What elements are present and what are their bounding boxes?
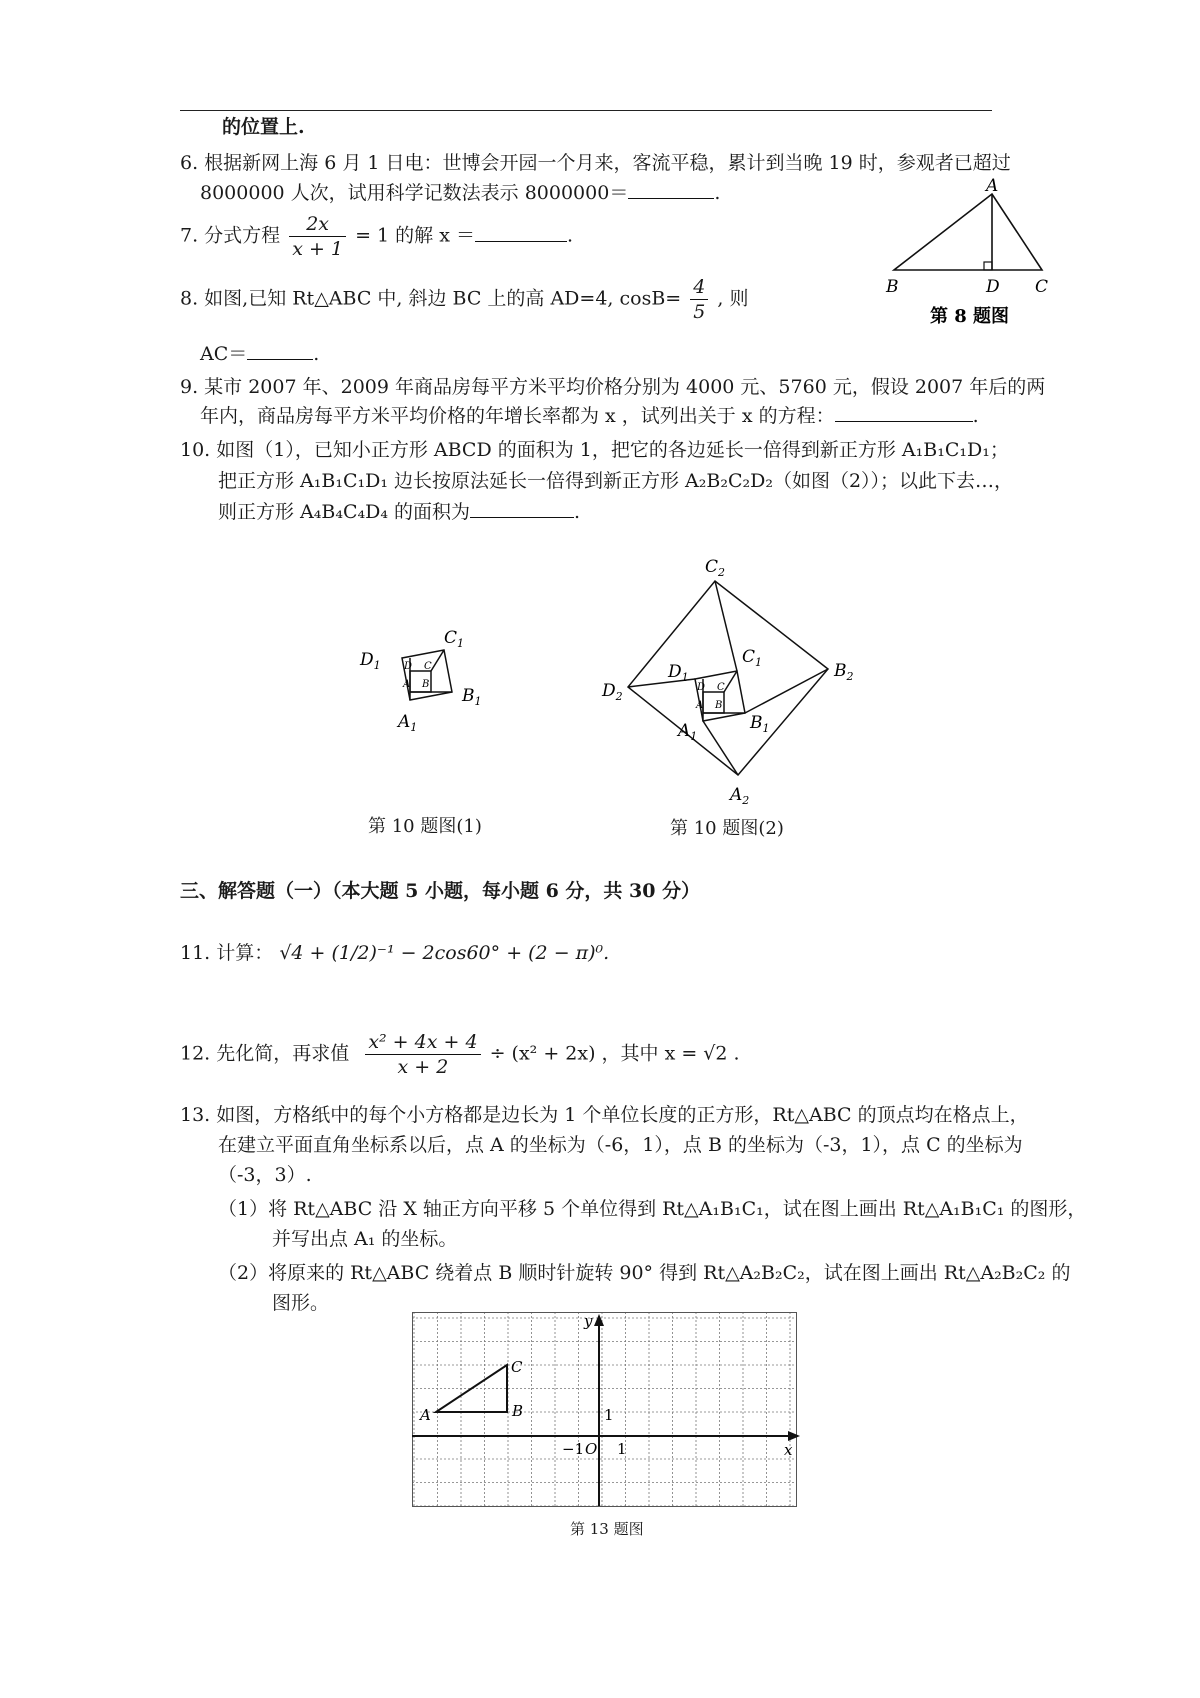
q13-grid-figure (412, 1312, 802, 1512)
q8-line2-text: AC＝ (200, 343, 248, 365)
q11 (180, 938, 609, 965)
q6-line1: 6. 根据新网上海 6 月 1 日电：世博会开园一个月来，客流平稳，累计到当晚 19 时，参观者已超过 (180, 152, 1011, 174)
q10-line3: 则正方形 A₄B₄C₄D₄ 的面积为 . (218, 501, 581, 523)
f1-label-d1: $D_1$ (360, 650, 381, 672)
f2-label-a2: $A_2$ (730, 785, 750, 807)
f2-label-d: D (697, 682, 706, 693)
q12-middle: ÷ (x² + 2x) ，其中 x = √2 . (489, 1042, 740, 1065)
f2-label-b: B (715, 700, 723, 711)
f2-label-b1: $B_1$ (750, 713, 770, 735)
f2-label-a: A (696, 700, 704, 711)
f2-label-c2: $C_2$ (705, 557, 726, 579)
q8-line2: AC＝ . (200, 343, 320, 365)
q13-caption: 第 13 题图 (570, 1520, 644, 1538)
square-a2b2c2d2 (628, 581, 828, 775)
f1-label-c: C (424, 661, 432, 672)
q9-line1: 9. 某市 2007 年、2009 年商品房每平方米平均价格分别为 4000 元、5760 元，假设 2007 年后的两 (180, 376, 1046, 398)
q13-line1: 13. 如图，方格纸中的每个小方格都是边长为 1 个单位长度的正方形，Rt△ABC 的顶点均在格点上， (180, 1104, 1029, 1126)
q13-line2: 在建立平面直角坐标系以后，点 A 的坐标为（-6，1），点 B 的坐标为（-3，1），点 C 的坐标为 (218, 1134, 1023, 1156)
q7-suffix: = 1 的解 x ＝ (355, 224, 475, 247)
q13-part2-line1: （2）将原来的 Rt△ABC 绕着点 B 顺时针旋转 90° 得到 Rt△A₂B₂C₂，试在图上画出 Rt△A₂B₂C₂ 的 (218, 1262, 1071, 1284)
q7-prefix: 7. 分式方程 (180, 224, 281, 247)
f1-label-a1: $A_1$ (398, 712, 418, 734)
ext-c1 (715, 581, 737, 671)
f1-label-b1: $B_1$ (462, 686, 482, 708)
q7: 7. 分式方程 $\frac{2x}{x + 1}$ = 1 的解 x ＝ . (180, 213, 574, 260)
q8-suffix: , 则 (717, 287, 749, 310)
q10-figure-2 (590, 540, 854, 810)
f1-label-c1: $C_1$ (444, 628, 465, 650)
q6-line2-text: 8000000 人次，试用科学记数法表示 8000000＝ (200, 182, 629, 204)
grid-label-c: C (511, 1358, 523, 1376)
grid-label-y: y (584, 1312, 593, 1330)
f2-label-d1: $D_1$ (668, 662, 689, 684)
q6-line2: 8000000 人次，试用科学记数法表示 8000000＝ . (200, 182, 721, 204)
q11-expression: √4 + (1/2)⁻¹ − 2cos60° + (2 − π)⁰. (279, 942, 610, 964)
f2-label-c: C (717, 682, 725, 693)
ext-b1 (745, 669, 828, 713)
header-rule (180, 110, 992, 111)
q11-prefix: 11. 计算： (180, 942, 274, 964)
q9-answer-blank (835, 403, 973, 422)
grid-label-x-one: 1 (617, 1440, 627, 1458)
grid-label-b: B (512, 1402, 524, 1420)
label-c: C (1035, 277, 1049, 297)
q8-caption: 第 8 题图 (930, 306, 1010, 327)
q13-part1-line1: （1）将 Rt△ABC 沿 X 轴正方向平移 5 个单位得到 Rt△A₁B₁C₁，试在图上画出 Rt△A₁B₁C₁ 的图形， (218, 1198, 1087, 1220)
q7-den: x + 1 (292, 238, 344, 260)
grid-label-a: A (420, 1406, 431, 1424)
q8-answer-blank (247, 341, 313, 360)
ext-a1 (703, 721, 738, 775)
label-d: D (986, 277, 1000, 297)
f1-label-d: D (404, 661, 413, 672)
f1-label-b: B (422, 679, 430, 690)
q8-den: 5 (693, 301, 706, 323)
ext-c (724, 671, 737, 692)
q10-line2: 把正方形 A₁B₁C₁D₁ 边长按原法延长一倍得到新正方形 A₂B₂C₂D₂（如图（2））；以此下去…， (218, 470, 1014, 492)
q8 (180, 275, 749, 324)
q13-part1-line2: 并写出点 A₁ 的坐标。 (272, 1228, 458, 1250)
q9-line2: 年内，商品房每平方米平均价格的年增长率都为 x ，试列出关于 x 的方程： . (200, 405, 979, 427)
f2-label-c1: $C_1$ (742, 647, 763, 669)
continuation-text: 的位置上. (222, 116, 305, 138)
q10-answer-blank (470, 499, 574, 518)
q10-line3-text: 则正方形 A₄B₄C₄D₄ 的面积为 (218, 501, 471, 523)
f1-label-a: A (403, 679, 411, 690)
q12-prefix: 12. 先化简，再求值 (180, 1042, 350, 1065)
label-b: B (886, 277, 899, 297)
q8-prefix: 8. 如图,已知 Rt△ABC 中, 斜边 BC 上的高 AD=4, cosB= (180, 287, 682, 310)
section-3-title: 三、解答题（一）（本大题 5 小题，每小题 6 分，共 30 分） (180, 880, 701, 902)
q8-fraction (690, 275, 708, 324)
x-axis-arrow (788, 1431, 800, 1441)
triangle-abc (894, 194, 1042, 270)
ext-c (431, 650, 444, 671)
q7-fraction (289, 212, 346, 261)
q8-num: 4 (690, 275, 708, 300)
y-axis-arrow (594, 1314, 604, 1326)
f2-label-a1: $A_1$ (678, 721, 698, 743)
q13-part2-line2: 图形。 (272, 1292, 330, 1314)
q12-num: x² + 4x + 4 (365, 1030, 480, 1055)
q10-line1: 10. 如图（1），已知小正方形 ABCD 的面积为 1，把它的各边延长一倍得到新正方形 A₁B₁C₁D₁； (180, 439, 1009, 461)
q12-den: x + 2 (397, 1056, 449, 1078)
q7-answer-blank (475, 223, 567, 242)
q7-num: 2x (289, 212, 346, 237)
grid-label-y-one: 1 (604, 1406, 614, 1424)
q10-figure-1 (350, 605, 500, 755)
grid-label-origin: O (585, 1440, 598, 1458)
label-a: A (986, 176, 999, 196)
f2-label-d2: $D_2$ (602, 681, 623, 703)
q9-line2-text: 年内，商品房每平方米平均价格的年增长率都为 x ，试列出关于 x 的方程： (200, 405, 835, 427)
grid-label-x: x (784, 1441, 793, 1459)
f2-label-b2: $B_2$ (834, 661, 854, 683)
q12-fraction (365, 1030, 480, 1079)
q8-figure (880, 178, 1060, 328)
q6-answer-blank (628, 180, 714, 199)
q13-line3: （-3，3）. (218, 1164, 312, 1186)
right-angle-mark (984, 262, 992, 270)
q12 (180, 1030, 740, 1079)
grid-label-minus-one: −1 (562, 1440, 585, 1458)
q10-caption-1: 第 10 题图(1) (368, 816, 482, 837)
q10-caption-2: 第 10 题图(2) (670, 818, 784, 839)
